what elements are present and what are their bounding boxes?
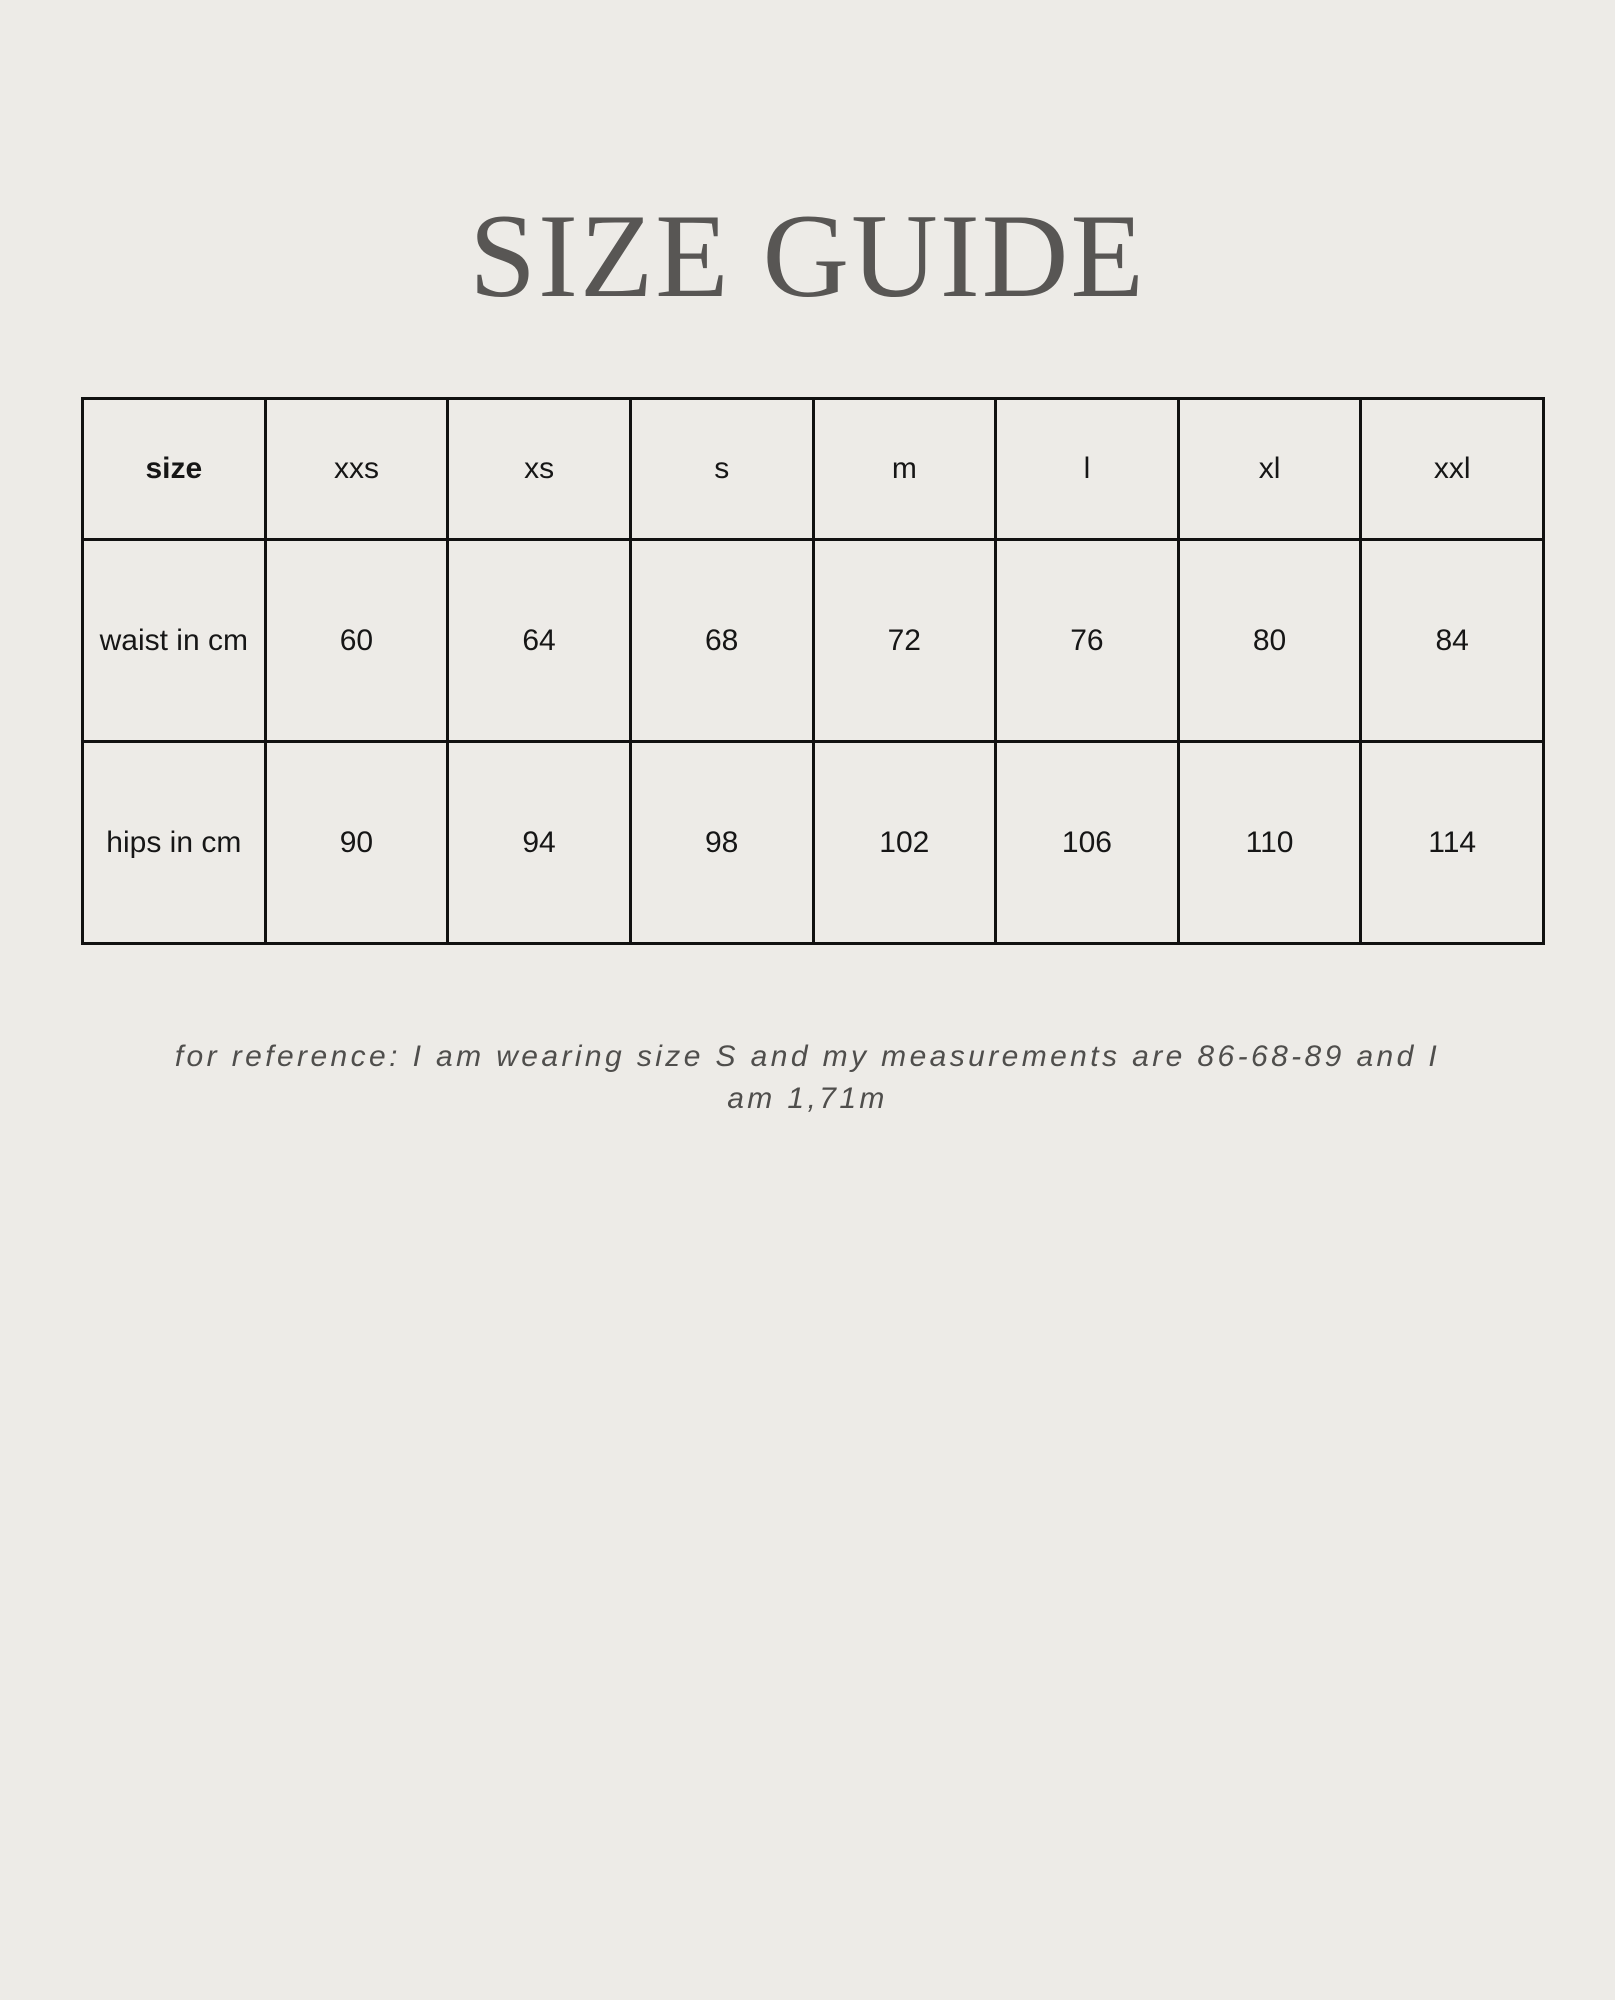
table-cell: 102 bbox=[813, 742, 996, 944]
size-header-label: size bbox=[83, 399, 266, 540]
table-cell: 64 bbox=[448, 540, 631, 742]
table-cell: 84 bbox=[1361, 540, 1544, 742]
size-xs: xs bbox=[448, 399, 631, 540]
table-cell: 106 bbox=[996, 742, 1179, 944]
table-cell: 98 bbox=[630, 742, 813, 944]
table-cell: 90 bbox=[265, 742, 448, 944]
table-cell: 60 bbox=[265, 540, 448, 742]
table-cell: 80 bbox=[1178, 540, 1361, 742]
table-cell: 68 bbox=[630, 540, 813, 742]
table-header-row bbox=[83, 399, 1544, 540]
table-row-waist bbox=[83, 540, 1544, 742]
size-xl: xl bbox=[1178, 399, 1361, 540]
waist-row-label: waist in cm bbox=[83, 540, 266, 742]
table-cell: 76 bbox=[996, 540, 1179, 742]
size-guide-table bbox=[81, 397, 1545, 945]
size-xxl: xxl bbox=[1361, 399, 1544, 540]
table-cell: 94 bbox=[448, 742, 631, 944]
table-cell: 110 bbox=[1178, 742, 1361, 944]
hips-row-label: hips in cm bbox=[83, 742, 266, 944]
table-cell: 114 bbox=[1361, 742, 1544, 944]
size-xxs: xxs bbox=[265, 399, 448, 540]
size-l: l bbox=[996, 399, 1179, 540]
reference-note: for reference: I am wearing size S and my measurements are 86-68-89 and I am 1,71m bbox=[174, 1040, 1441, 1115]
page-title: SIZE GUIDE bbox=[469, 189, 1146, 322]
size-s: s bbox=[630, 399, 813, 540]
table-row-hips bbox=[83, 742, 1544, 944]
table-cell: 72 bbox=[813, 540, 996, 742]
size-m: m bbox=[813, 399, 996, 540]
